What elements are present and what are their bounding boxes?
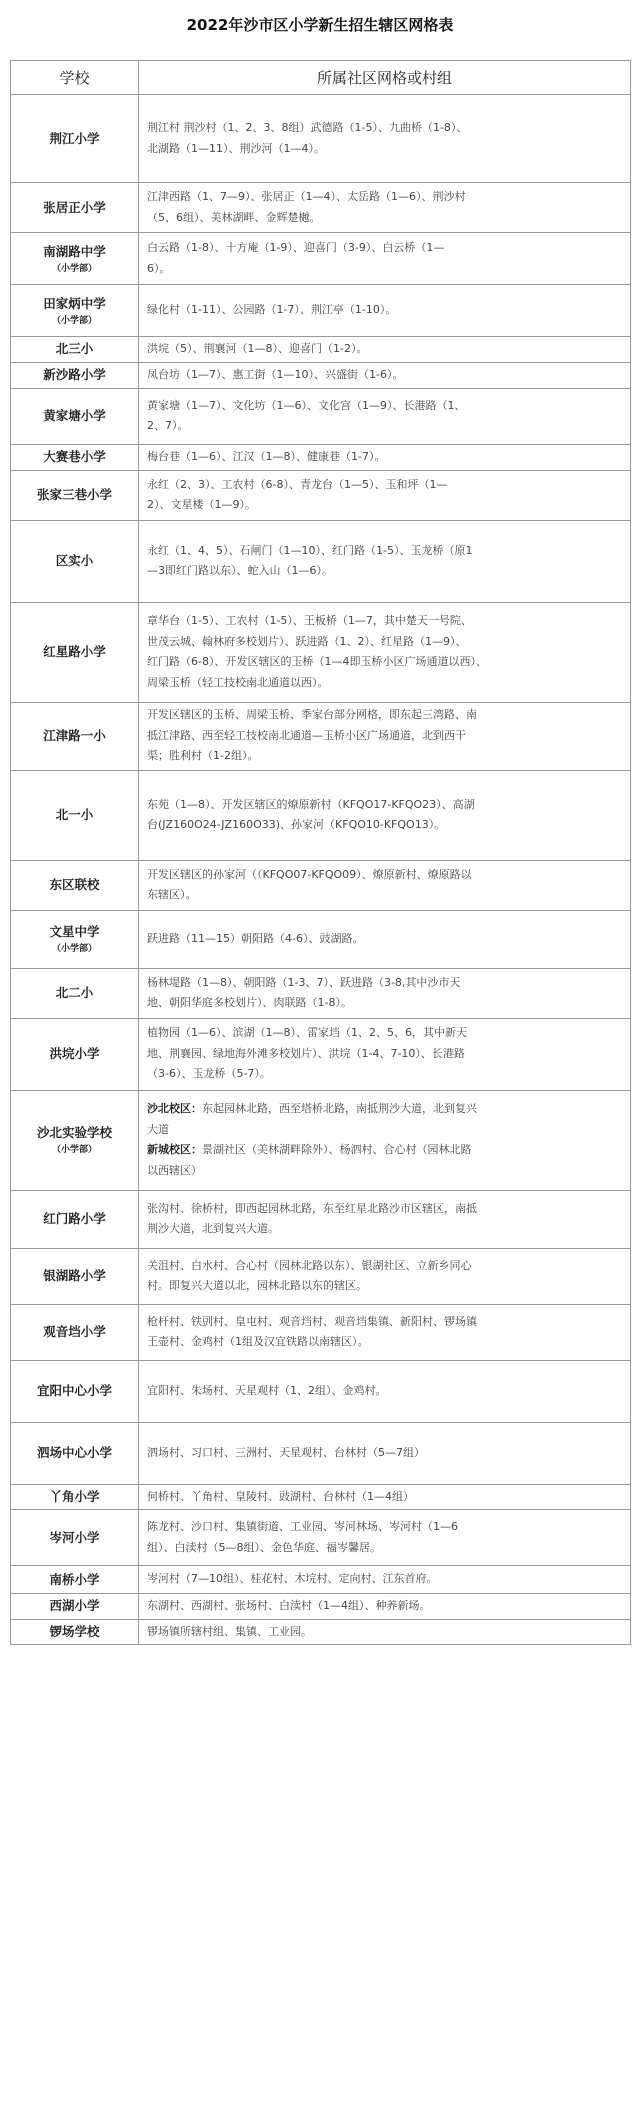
campus-area-text: 景湖社区（美林湖畔除外）、杨泗村、合心村（园林北路 xyxy=(202,1143,472,1156)
school-name-cell xyxy=(11,1619,139,1645)
table-row xyxy=(11,362,631,388)
school-name-cell xyxy=(11,1484,139,1510)
school-name-cell xyxy=(11,910,139,968)
district-area-cell xyxy=(139,1018,631,1090)
school-name-cell xyxy=(11,337,139,363)
school-name: 区实小 xyxy=(55,553,94,568)
school-name: 银湖路小学 xyxy=(43,1268,106,1283)
area-text-line: 梅台巷（1—6）、江汉（1—8）、健康巷（1-7）。 xyxy=(147,449,386,463)
district-area-cell xyxy=(139,860,631,910)
school-name: 红星路小学 xyxy=(43,644,106,659)
area-text-line: 杨林堤路（1—8）、朝阳路（1-3、7）、跃进路（3-8,其中沙市天 xyxy=(147,975,461,989)
school-name: 北二小 xyxy=(55,985,94,1000)
area-text-line xyxy=(147,1140,624,1161)
area-text-line: 宜阳村、朱场村、天星观村（1、2组）、金鸡村。 xyxy=(147,1383,387,1397)
district-area-cell xyxy=(139,1248,631,1304)
campus-area-text: 以西辖区） xyxy=(147,1163,202,1177)
area-text-line: 跃进路（11—15）朝阳路（4-6）、豉湖路。 xyxy=(147,931,364,945)
school-name-cell xyxy=(11,1090,139,1190)
school-name: 文星中学 xyxy=(49,924,100,939)
school-name: 丫角小学 xyxy=(49,1488,100,1504)
district-area-cell xyxy=(139,1594,631,1620)
area-text-line: 锣场镇所辖村组、集镇、工业园。 xyxy=(147,1624,312,1638)
area-text-line: 何桥村、丫角村、皇陵村、豉湖村、台林村（1—4组） xyxy=(147,1489,414,1503)
school-name-cell xyxy=(11,1018,139,1090)
district-area-cell xyxy=(139,233,631,285)
table-row xyxy=(11,1422,631,1484)
table-row xyxy=(11,233,631,285)
table-row xyxy=(11,968,631,1018)
school-name: 荆江小学 xyxy=(49,130,100,146)
school-name-cell xyxy=(11,1190,139,1248)
school-name: 南湖路中学 xyxy=(43,243,106,259)
area-text-line xyxy=(147,1120,624,1141)
area-text-line: 东辖区）。 xyxy=(147,888,197,901)
table-row xyxy=(11,337,631,363)
table-row xyxy=(11,388,631,444)
school-name-cell xyxy=(11,362,139,388)
school-name-cell xyxy=(11,1360,139,1422)
area-text-line: 黄家塘（1—7）、文化坊（1—6）、文化宫（1—9）、长港路（1、 xyxy=(147,398,466,412)
area-text-line: —3即红门路以东）、蛇入山（1—6）。 xyxy=(147,564,333,577)
school-name-cell xyxy=(11,1248,139,1304)
table-row xyxy=(11,1360,631,1422)
school-name: 张家三巷小学 xyxy=(36,487,112,502)
school-name-cell xyxy=(11,1510,139,1566)
school-name: 岑河小学 xyxy=(49,1529,100,1545)
district-area-cell xyxy=(139,770,631,860)
area-text-line: 永红（2、3）、工农村（6-8）、青龙台（1—5）、玉和坪（1— xyxy=(147,477,448,491)
area-text-line: 枪杆村、铁剅村、皇屯村、观音垱村、观音垱集镇、新阳村、锣场镇 xyxy=(147,1314,477,1328)
school-name-cell xyxy=(11,183,139,233)
area-text-line: 台(JZ160O24-JZ160O33)、孙家河（KFQO10-KFQO13）。 xyxy=(147,818,446,831)
table-row xyxy=(11,1018,631,1090)
district-area-cell xyxy=(139,1619,631,1645)
school-name-cell xyxy=(11,233,139,285)
school-name: 锣场学校 xyxy=(49,1623,100,1639)
school-division: （小学部） xyxy=(51,263,97,274)
table-row xyxy=(11,1566,631,1594)
school-name: 宜阳中心小学 xyxy=(36,1383,112,1398)
area-text-line: 地、朝阳华庭多校划片）、肉联路（1-8）。 xyxy=(147,996,352,1009)
table-row xyxy=(11,1090,631,1190)
school-name-cell xyxy=(11,470,139,520)
school-name: 江津路一小 xyxy=(43,728,106,743)
district-area-cell xyxy=(139,1566,631,1594)
area-text-line: 世茂云城、翰林府多校划片）、跃进路（1、2）、红星路（1—9）、 xyxy=(147,634,467,648)
district-area-cell xyxy=(139,702,631,770)
school-name-cell xyxy=(11,444,139,470)
school-name-cell xyxy=(11,702,139,770)
district-area-cell xyxy=(139,362,631,388)
area-text-line xyxy=(147,1099,624,1120)
school-name: 泗场中心小学 xyxy=(36,1445,112,1460)
table-row xyxy=(11,520,631,602)
area-text-line: 村。即复兴大道以北，园林北路以东的辖区。 xyxy=(147,1279,367,1292)
school-name: 北三小 xyxy=(55,341,94,357)
school-name-cell xyxy=(11,1422,139,1484)
campus-label: 新城校区： xyxy=(147,1143,202,1156)
district-area-cell xyxy=(139,388,631,444)
district-area-cell xyxy=(139,1422,631,1484)
table-row xyxy=(11,770,631,860)
area-text-line: 江津西路（1、7—9）、张居正（1—4）、太岳路（1—6）、荆沙村 xyxy=(147,190,466,203)
district-area-cell xyxy=(139,1090,631,1190)
school-name: 观音垱小学 xyxy=(43,1324,106,1339)
campus-area-text: 大道 xyxy=(147,1122,169,1136)
school-name-cell xyxy=(11,388,139,444)
area-text-line: 2、7）。 xyxy=(147,419,189,432)
school-name: 西湖小学 xyxy=(49,1598,100,1614)
table-row xyxy=(11,1484,631,1510)
campus-area-text: 东起园林北路，西至塔桥北路，南抵荆沙大道，北到复兴 xyxy=(202,1102,477,1115)
table-row xyxy=(11,470,631,520)
area-text-line: 岑河村（7—10组）、桂花村、木垸村、定向村、江东首府。 xyxy=(147,1572,438,1586)
district-area-cell xyxy=(139,444,631,470)
school-name: 洪垸小学 xyxy=(49,1046,100,1061)
school-name-cell xyxy=(11,520,139,602)
table-row xyxy=(11,602,631,702)
district-grid-table xyxy=(10,60,631,1645)
school-name: 沙北实验学校 xyxy=(36,1125,112,1140)
school-name-cell xyxy=(11,968,139,1018)
district-area-cell xyxy=(139,337,631,363)
table-row xyxy=(11,285,631,337)
district-area-cell xyxy=(139,520,631,602)
school-name-cell xyxy=(11,1304,139,1360)
district-area-cell xyxy=(139,95,631,183)
district-area-cell xyxy=(139,183,631,233)
district-area-cell xyxy=(139,470,631,520)
area-text-line: 洪垸（5）、荆襄河（1—8）、迎喜门（1-2）。 xyxy=(147,342,368,355)
area-text-line: 东湖村、西湖村、张场村、白渎村（1—4组）、种养新场。 xyxy=(147,1599,431,1612)
school-name-cell xyxy=(11,602,139,702)
district-area-cell xyxy=(139,968,631,1018)
area-text-line: 植物园（1—6）、滨湖（1—8）、雷家垱（1、2、5、6，其中新天 xyxy=(147,1026,467,1040)
table-row xyxy=(11,1190,631,1248)
area-text-line: 永红（1、4、5）、石闸门（1—10）、红门路（1-5）、玉龙桥（原1 xyxy=(147,543,473,557)
area-text-line: 开发区辖区的孙家河（（KFQO07-KFQO09）、燎原新村、燎原路以 xyxy=(147,867,472,881)
campus-label: 沙北校区： xyxy=(147,1102,202,1115)
school-division: （小学部） xyxy=(51,944,97,954)
area-text-line: 白云路（1-8）、十方庵（1-9）、迎喜门（3-9）、白云桥（1— xyxy=(147,241,445,254)
area-text-line: 周梁玉桥（轻工技校南北通道以西）。 xyxy=(147,675,329,689)
area-text-line: （3-6）、玉龙桥（5-7）。 xyxy=(147,1067,271,1081)
area-text-line: 凤台坊（1—7）、惠工街（1—10）、兴盛街（1-6）。 xyxy=(147,367,404,381)
district-area-cell xyxy=(139,910,631,968)
district-area-cell xyxy=(139,602,631,702)
district-area-cell xyxy=(139,1484,631,1510)
school-name-cell xyxy=(11,285,139,337)
table-body xyxy=(11,95,631,1645)
area-text-line: 2）、文星楼（1—9）。 xyxy=(147,498,256,511)
school-column-header: 学校 xyxy=(11,61,139,95)
area-text-line: 抵江津路、西至轻工技校南北通道—玉桥小区广场通道，北到西干 xyxy=(147,728,466,742)
area-text-line: （5、6组）、美林湖畔、金辉楚樾。 xyxy=(147,210,321,224)
table-row xyxy=(11,1619,631,1645)
area-text-line: 王壶村、金鸡村（1组及汉宜铁路以南辖区）。 xyxy=(147,1335,369,1348)
table-row xyxy=(11,702,631,770)
school-name: 张居正小学 xyxy=(43,199,106,215)
school-division: （小学部） xyxy=(51,1145,97,1155)
area-text-line: 6）。 xyxy=(147,261,171,275)
school-name-cell xyxy=(11,770,139,860)
school-name-cell xyxy=(11,860,139,910)
school-name-cell xyxy=(11,1566,139,1594)
district-area-cell xyxy=(139,285,631,337)
school-name: 黄家塘小学 xyxy=(43,408,106,423)
area-text-line: 绿化村（1-11）、公园路（1-7）、荆江亭（1-10）。 xyxy=(147,303,397,317)
area-text-line: 组）、白渎村（5—8组）、金色华庭、福岑馨居。 xyxy=(147,1540,381,1554)
area-text-line: 红门路（6-8）、开发区辖区的玉桥（1—4即玉桥小区广场通道以西）、 xyxy=(147,655,487,668)
school-name: 东区联校 xyxy=(49,877,100,892)
school-name: 红门路小学 xyxy=(43,1211,106,1226)
table-row xyxy=(11,1510,631,1566)
table-row xyxy=(11,183,631,233)
school-name: 北一小 xyxy=(55,807,94,822)
area-column-header: 所属社区网格或村组 xyxy=(139,61,631,95)
table-row xyxy=(11,1248,631,1304)
area-text-line: 关沮村、白水村、合心村（园林北路以东）、银湖社区、立新乡同心 xyxy=(147,1258,472,1272)
school-name: 田家炳中学 xyxy=(43,295,106,311)
table-row xyxy=(11,95,631,183)
area-text-line: 渠；胜利村（1-2组）。 xyxy=(147,749,259,763)
table-header-row xyxy=(11,61,631,95)
area-text-line: 北湖路（1—11）、荆沙河（1—4）。 xyxy=(147,141,325,155)
area-text-line: 章华台（1-5）、工农村（1-5）、王板桥（1—7，其中楚天一号院、 xyxy=(147,614,472,627)
area-text-line: 荆江村 荆沙村（1、2、3、8组）武德路（1-5）、九曲桥（1-8）、 xyxy=(147,121,468,134)
school-name-cell xyxy=(11,95,139,183)
school-name: 新沙路小学 xyxy=(43,367,106,382)
area-text-line: 张沟村、徐桥村，即西起园林北路，东至红星北路沙市区辖区，南抵 xyxy=(147,1201,477,1215)
area-text-line: 陈龙村、沙口村、集镇街道、工业园、岑河林场、岑河村（1—6 xyxy=(147,1520,458,1533)
district-area-cell xyxy=(139,1360,631,1422)
document-title: 2022年沙市区小学新生招生辖区网格表 xyxy=(186,16,454,34)
area-text-line: 地、荆襄园、绿地海外滩多校划片）、洪垸（1-4、7-10）、长港路 xyxy=(147,1046,465,1060)
district-area-cell xyxy=(139,1304,631,1360)
table-row xyxy=(11,1304,631,1360)
district-area-cell xyxy=(139,1190,631,1248)
table-row xyxy=(11,1594,631,1620)
school-division: （小学部） xyxy=(51,315,97,326)
table-row xyxy=(11,860,631,910)
school-name: 南桥小学 xyxy=(49,1571,100,1587)
area-text-line: 泗场村、习口村、三洲村、天星观村、台林村（5—7组） xyxy=(147,1445,425,1459)
area-text-line: 开发区辖区的玉桥、周梁玉桥、季家台部分网格，即东起三湾路、南 xyxy=(147,708,477,722)
school-name-cell xyxy=(11,1594,139,1620)
district-area-cell xyxy=(139,1510,631,1566)
school-name: 大赛巷小学 xyxy=(43,449,106,464)
area-text-line: 荆沙大道，北到复兴大道。 xyxy=(147,1222,279,1235)
area-text-line: 东苑（1—8）、开发区辖区的燎原新村（KFQO17-KFQO23）、高湖 xyxy=(147,797,475,811)
table-row xyxy=(11,444,631,470)
area-text-line xyxy=(147,1161,624,1182)
table-row xyxy=(11,910,631,968)
